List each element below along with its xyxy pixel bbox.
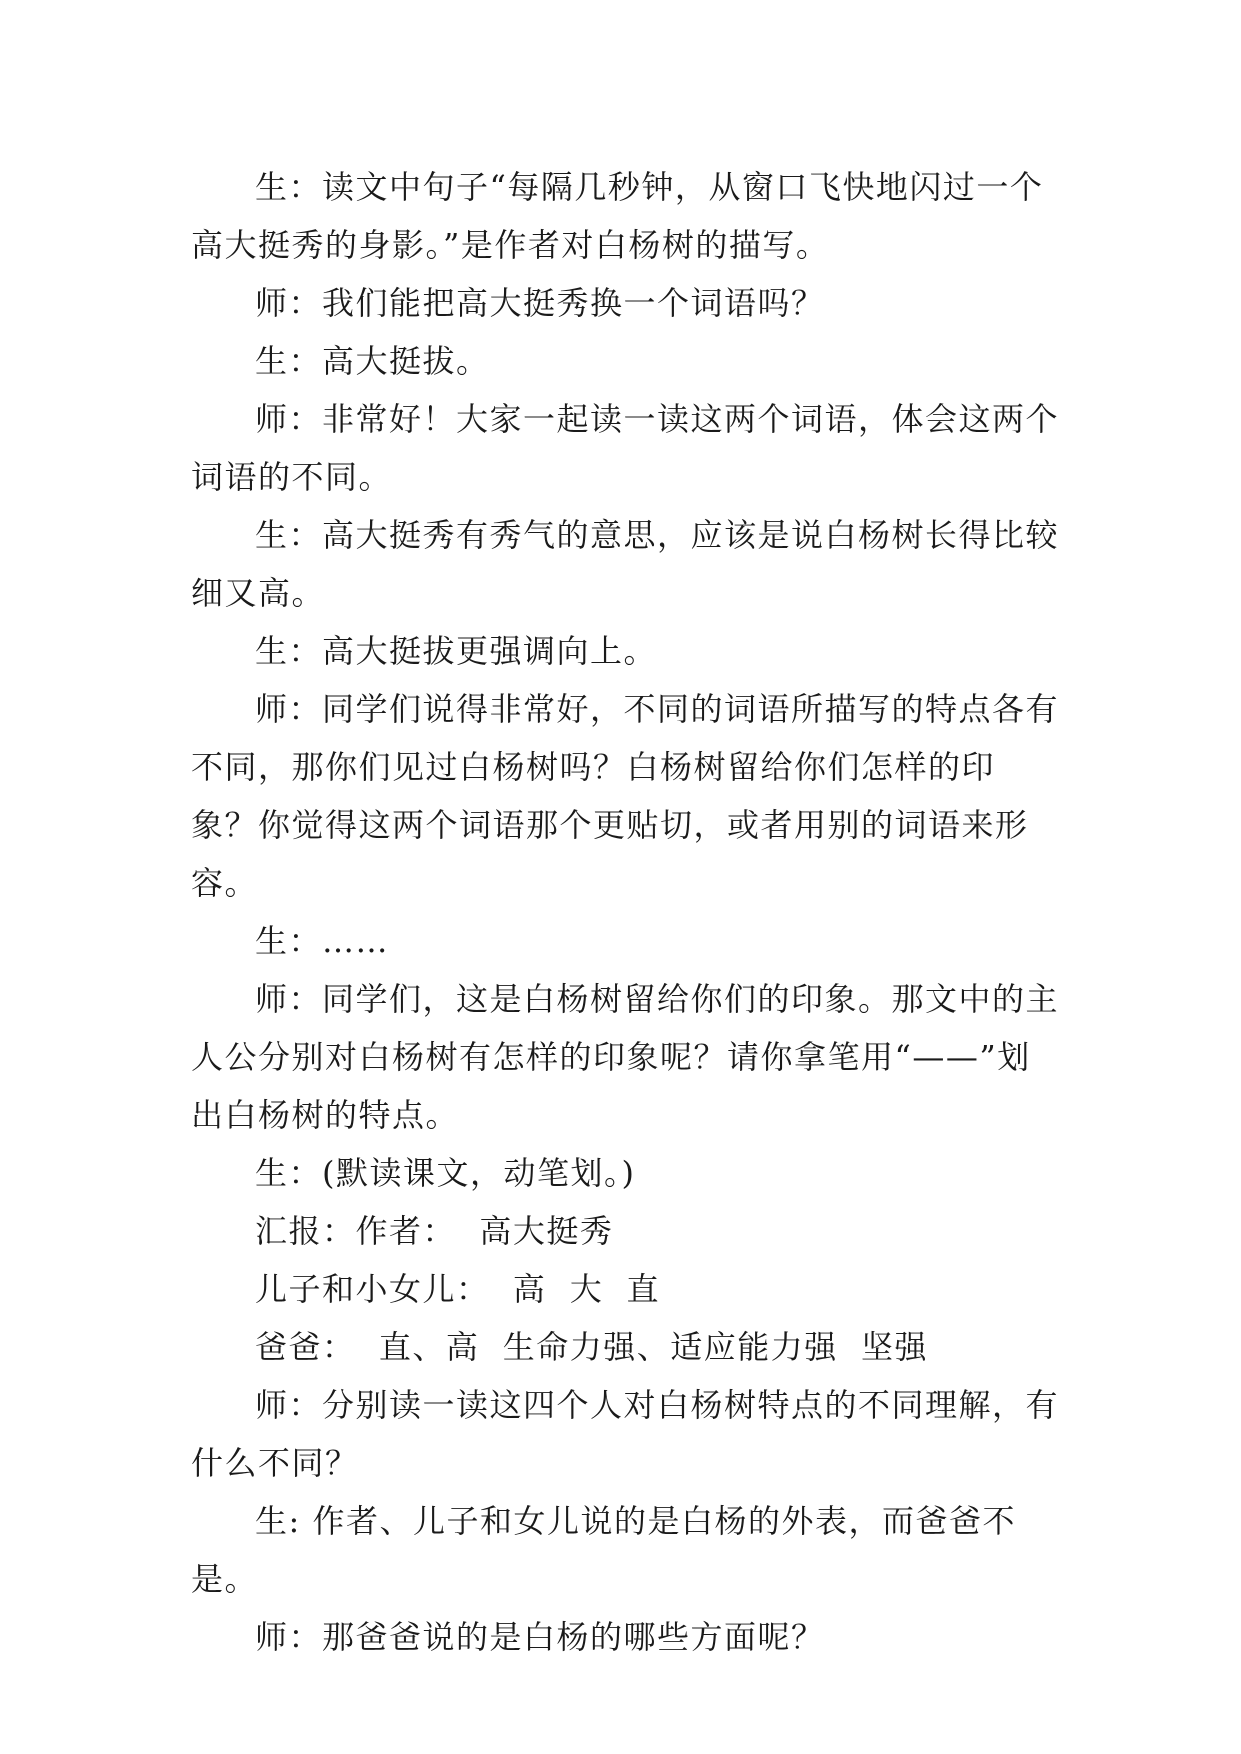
paragraph: 儿子和小女儿： 高 大 直 <box>255 1270 661 1308</box>
paragraph: 师：我们能把高大挺秀换一个词语吗？ <box>255 284 825 322</box>
paragraph: 生：读文中句子“每隔几秒钟，从窗口飞快地闪过一个高大挺秀的身影。”是作者对白杨树的描写。 <box>191 168 1044 264</box>
paragraph: 师：分别读一读这四个人对白杨树特点的不同理解，有什么不同？ <box>191 1386 1060 1482</box>
paragraph: 爸爸： 直、高 生命力强、适应能力强 坚强 <box>255 1328 929 1366</box>
paragraph: 生: 作者、儿子和女儿说的是白杨的外表，而爸爸不是。 <box>191 1502 1016 1598</box>
paragraph: 生：高大挺秀有秀气的意思，应该是说白杨树长得比较细又高。 <box>191 516 1060 612</box>
paragraph: 汇报：作者： 高大挺秀 <box>255 1212 614 1250</box>
paragraph: 师：同学们说得非常好，不同的词语所描写的特点各有不同，那你们见过白杨树吗？白杨树留给你们怎样的印象？你觉得这两个词语那个更贴切，或者用别的词语来形容。 <box>191 690 1060 902</box>
document-body <box>191 158 1061 1666</box>
paragraph: 师：那爸爸说的是白杨的哪些方面呢？ <box>255 1618 825 1656</box>
paragraph: 生：(默读课文，动笔划。) <box>255 1154 636 1192</box>
paragraph: 师：非常好！大家一起读一读这两个词语，体会这两个词语的不同。 <box>191 400 1060 496</box>
paragraph: 生：…… <box>255 922 390 960</box>
paragraph: 师：同学们，这是白杨树留给你们的印象。那文中的主人公分别对白杨树有怎样的印象呢？请你拿笔用“——”划出白杨树的特点。 <box>191 980 1060 1134</box>
paragraph: 生：高大挺拔更强调向上。 <box>255 632 658 670</box>
paragraph: 生：高大挺拔。 <box>255 342 490 380</box>
